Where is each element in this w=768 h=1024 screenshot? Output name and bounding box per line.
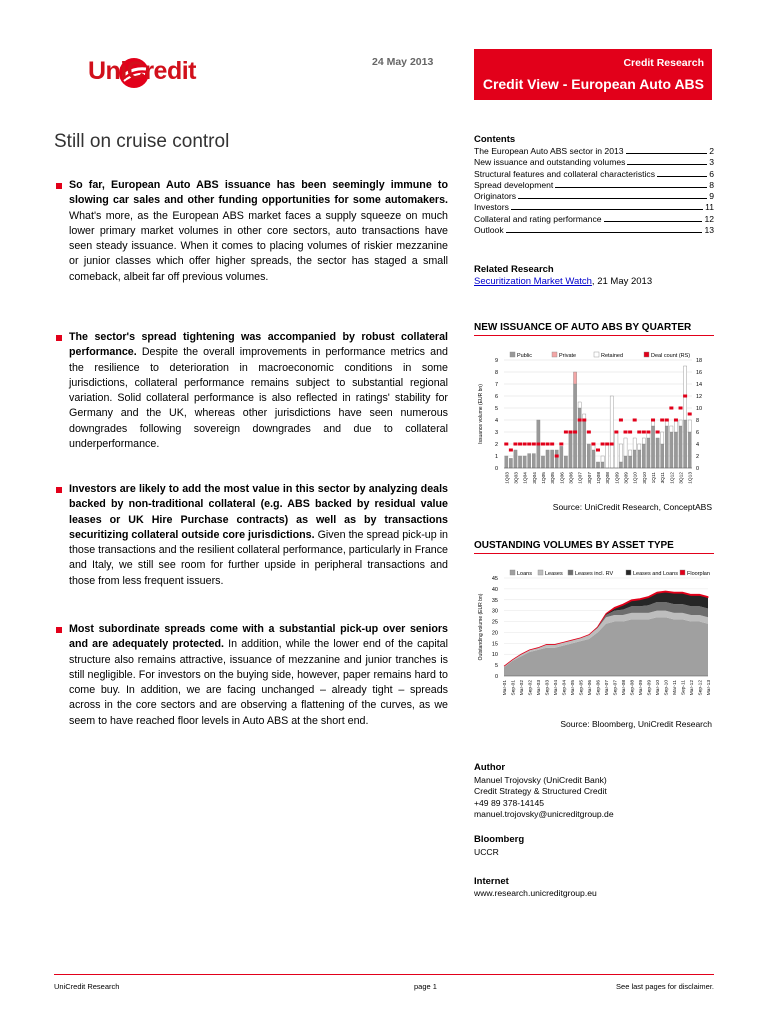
toc-item-page: 11 — [705, 202, 714, 213]
bullet-square-icon — [56, 183, 62, 189]
deal-count-marker — [536, 443, 540, 446]
chart2-title: OUSTANDING VOLUMES BY ASSET TYPE — [474, 540, 714, 554]
bar-segment — [679, 420, 682, 426]
author-email: manuel.trojovsky@unicreditgroup.de — [474, 808, 614, 819]
bar-segment — [541, 456, 544, 468]
deal-count-marker — [509, 449, 513, 452]
bar-segment — [523, 456, 526, 468]
bar-segment — [578, 402, 581, 408]
bar-segment — [606, 444, 609, 468]
y2-tick-label: 16 — [696, 370, 703, 376]
bar-segment — [560, 446, 563, 468]
deal-count-marker — [564, 431, 568, 434]
report-title: Credit View - European Auto ABS — [482, 76, 704, 92]
y-tick-label: 0 — [494, 674, 498, 680]
related-research-heading: Related Research — [474, 264, 554, 275]
page-title: Still on cruise control — [54, 131, 230, 152]
legend-label: Deal count (RS) — [651, 353, 691, 359]
y-tick-label: 45 — [491, 576, 498, 582]
deal-count-marker — [518, 443, 522, 446]
legend-swatch — [538, 570, 543, 575]
deal-count-marker — [614, 431, 618, 434]
author-team: Credit Strategy & Structured Credit — [474, 786, 607, 797]
bar-segment — [651, 426, 654, 468]
toc-item[interactable] — [474, 157, 714, 168]
x-tick-label: 3Q09 — [624, 472, 630, 484]
deal-count-marker — [628, 431, 632, 434]
deal-count-marker — [683, 395, 687, 398]
bar-segment — [661, 444, 664, 468]
x-tick-label: Mar-07 — [605, 680, 610, 696]
deal-count-marker — [688, 413, 692, 416]
toc-item-page: 2 — [709, 146, 714, 156]
x-tick-label: Sep-01 — [511, 680, 517, 696]
legend-label: Leases incl. RV — [575, 571, 614, 577]
bar-segment — [665, 426, 668, 468]
footer-divider — [54, 974, 714, 975]
bar-segment — [633, 450, 636, 468]
x-tick-label: Mar-12 — [690, 680, 695, 696]
bar-segment — [596, 462, 599, 468]
bar-segment — [569, 432, 572, 468]
deal-count-marker — [610, 443, 614, 446]
x-tick-label: 3Q10 — [642, 472, 648, 484]
bar-segment — [509, 458, 512, 468]
y-tick-label: 15 — [491, 641, 498, 648]
toc-item-label: Collateral and rating performance — [474, 213, 602, 224]
deal-count-marker — [660, 419, 664, 422]
x-tick-label: 1Q09 — [615, 472, 621, 484]
toc-item[interactable] — [474, 146, 714, 157]
legend-label: Leases — [545, 571, 563, 577]
x-tick-label: 1Q08 — [597, 472, 602, 484]
y2-tick-label: 14 — [696, 382, 703, 388]
x-tick-label: 1Q07 — [578, 472, 584, 484]
x-tick-label: 3Q07 — [587, 472, 593, 484]
y-tick-label: 5 — [494, 663, 498, 670]
report-header-box — [474, 49, 712, 100]
deal-count-marker — [578, 419, 582, 422]
bullet-body: Given the spread pick-up in those transactions and the resilient collateral performance, particularly in France and Italy, we still see room for further upside in peripheral transactions and those from less frequent issuers. — [69, 528, 449, 587]
x-tick-label: Mar-03 — [537, 680, 542, 696]
toc-item-label: Spread development — [474, 179, 554, 190]
bar-segment — [619, 462, 622, 468]
x-tick-label: Sep-08 — [630, 680, 636, 696]
bar-segment — [661, 432, 664, 444]
bar-segment — [587, 444, 590, 468]
chart2-source: Source: Bloomberg, UniCredit Research — [560, 719, 712, 729]
toc-leader — [511, 209, 703, 210]
deal-count-marker — [596, 449, 600, 452]
x-tick-label: 3Q11 — [661, 472, 667, 484]
deal-count-marker — [633, 419, 637, 422]
y-tick-label: 9 — [494, 358, 498, 364]
deal-count-marker — [555, 455, 559, 458]
deal-count-marker — [573, 431, 577, 434]
deal-count-marker — [582, 419, 586, 422]
bullet-lead: Most subordinate spreads come with a substantial pick-up over seniors and are adequately protected. — [69, 623, 448, 651]
x-tick-label: 3Q06 — [569, 472, 575, 484]
x-tick-label: Sep-02 — [528, 680, 534, 696]
deal-count-marker — [624, 431, 628, 434]
y-tick-label: 7 — [494, 382, 498, 388]
bar-segment — [518, 456, 521, 468]
x-tick-label: Sep-10 — [664, 680, 670, 696]
y-tick-label: 4 — [494, 418, 498, 424]
author-name: Manuel Trojovsky (UniCredit Bank) — [474, 775, 607, 785]
bar-segment — [633, 438, 636, 450]
x-tick-label: Sep-09 — [647, 680, 653, 696]
y-tick-label: 5 — [494, 406, 498, 412]
related-research — [474, 276, 652, 287]
x-tick-label: Sep-04 — [562, 680, 568, 696]
x-tick-label: 3Q03 — [514, 472, 520, 484]
legend-swatch — [510, 352, 515, 357]
bar-segment — [601, 456, 604, 462]
x-tick-label: 1Q11 — [652, 472, 658, 484]
author-phone: +49 89 378-14145 — [474, 797, 545, 808]
x-tick-label: 1Q06 — [560, 472, 566, 484]
y-tick-label: 20 — [491, 630, 498, 637]
deal-count-marker — [646, 431, 650, 434]
bar-segment — [638, 450, 641, 468]
outstanding-chart — [474, 562, 714, 714]
deal-count-marker — [541, 443, 545, 446]
deal-count-marker — [527, 443, 531, 446]
bar-segment — [688, 420, 691, 432]
legend-swatch — [680, 570, 685, 575]
bar-segment — [615, 432, 618, 468]
deal-count-marker — [559, 443, 563, 446]
legend-swatch — [594, 352, 599, 357]
bar-segment — [688, 432, 691, 468]
bar-segment — [532, 454, 535, 468]
deal-count-marker — [674, 419, 678, 422]
y2-tick-label: 4 — [696, 442, 700, 448]
toc-item[interactable] — [474, 169, 714, 180]
x-tick-label: 3Q08 — [606, 472, 612, 484]
x-tick-label: Mar-13 — [707, 680, 712, 696]
deal-count-marker — [619, 419, 623, 422]
toc-leader — [506, 232, 703, 233]
toc-item-label: New issuance and outstanding volumes — [474, 157, 626, 168]
x-tick-label: Sep-03 — [545, 680, 551, 696]
y2-tick-label: 8 — [696, 418, 700, 424]
x-tick-label: Mar-05 — [571, 680, 576, 696]
x-tick-label: Mar-08 — [622, 680, 627, 696]
toc-item[interactable] — [474, 191, 714, 202]
bullet-paragraph — [54, 622, 448, 729]
y-tick-label: 1 — [494, 454, 498, 460]
toc-item[interactable] — [474, 214, 714, 225]
y-tick-label: 0 — [494, 466, 498, 472]
y2-tick-label: 6 — [696, 430, 700, 436]
y2-tick-label: 2 — [696, 454, 700, 460]
toc-item-label: Investors — [474, 202, 509, 213]
deal-count-marker — [601, 443, 605, 446]
deal-count-marker — [504, 443, 508, 446]
toc-item[interactable] — [474, 202, 714, 213]
brand-name: UniCredit — [88, 57, 196, 85]
y-axis-label: Outstanding volume (EUR bn) — [478, 593, 484, 661]
deal-count-marker — [523, 443, 527, 446]
bullet-body: In addition, while the lower end of the capital structure also remains attractive, issuance of mezzanine and junior tranches is still negligible. For investors on the buying side, however, paper remains hard to come buy. In addition, we are facing unchanged – already tight – spreads across in the core sectors and are observing a flattening of the curves, as we seem to have reached floor levels in Auto ABS at the short end. — [69, 638, 448, 727]
legend-label: Loans — [517, 571, 532, 577]
bar-segment — [573, 384, 576, 468]
deal-count-marker — [669, 407, 673, 410]
y-tick-label: 10 — [491, 652, 498, 659]
deal-count-marker — [665, 419, 669, 422]
toc-item-page: 3 — [709, 157, 714, 168]
bar-segment — [642, 438, 645, 444]
x-tick-label: 3Q12 — [679, 472, 685, 484]
footer-disclaimer: See last pages for disclaimer. — [616, 982, 714, 991]
y-tick-label: 2 — [494, 442, 498, 448]
section-label: Credit Research — [623, 57, 704, 69]
issuance-chart — [474, 344, 714, 494]
bar-segment — [624, 456, 627, 468]
bar-segment — [592, 450, 595, 468]
deal-count-marker — [591, 443, 595, 446]
deal-count-marker — [568, 431, 572, 434]
toc-leader — [518, 198, 707, 199]
internet-heading: Internet — [474, 876, 509, 887]
toc-item-label: Outlook — [474, 225, 504, 236]
deal-count-marker — [546, 443, 550, 446]
bullet-paragraph — [54, 178, 448, 285]
toc-leader — [604, 221, 703, 222]
bar-segment — [642, 444, 645, 468]
legend-swatch — [552, 352, 557, 357]
y2-tick-label: 10 — [696, 406, 703, 412]
bullet-lead: So far, European Auto ABS issuance has been seemingly immune to slowing car sales and other funding opportunities for some automakers. — [69, 179, 448, 207]
y2-tick-label: 0 — [696, 466, 700, 472]
bar-segment — [514, 450, 517, 468]
legend-label: Private — [559, 353, 577, 359]
bar-segment — [628, 450, 631, 456]
author-details — [474, 775, 614, 820]
toc-item-page: 6 — [709, 168, 714, 179]
deal-count-marker — [513, 443, 517, 446]
bullet-square-icon — [56, 487, 62, 493]
toc-leader — [627, 164, 707, 165]
toc-item[interactable] — [474, 225, 714, 236]
x-tick-label: 1Q10 — [633, 472, 639, 484]
bullet-square-icon — [56, 627, 62, 633]
bar-segment — [624, 438, 627, 456]
x-tick-label: Sep-05 — [579, 680, 585, 696]
legend-label: Retained — [601, 353, 624, 359]
y-tick-label: 3 — [494, 430, 498, 436]
bullet-paragraph — [54, 330, 448, 452]
x-tick-label: Mar-10 — [656, 680, 661, 696]
x-tick-label: Sep-12 — [698, 680, 704, 696]
x-tick-label: Mar-04 — [554, 680, 559, 696]
bar-segment — [656, 438, 659, 468]
toc-item-page: 12 — [704, 213, 714, 224]
x-tick-label: Mar-09 — [639, 680, 644, 696]
report-date: 24 May 2013 — [372, 56, 434, 68]
bar-segment — [578, 408, 581, 468]
bullet-square-icon — [56, 335, 62, 341]
x-tick-label: Sep-11 — [681, 680, 687, 696]
deal-count-marker — [587, 431, 591, 434]
legend-label: Leases and Loans — [633, 571, 678, 577]
bar-segment — [528, 454, 531, 468]
bullet-lead: Investors are likely to add the most value in this sector by analyzing deals backed by non-traditional collateral (e.g. ABS backed by residual value leases or UK Hire Purchase contracts) as well as by transactions securitizing collateral outside core jurisdictions. — [69, 483, 448, 541]
bar-segment — [610, 396, 613, 468]
deal-count-marker — [637, 431, 641, 434]
x-tick-label: Mar-01 — [503, 680, 508, 696]
x-tick-label: Mar-11 — [673, 680, 678, 695]
toc-item-page: 13 — [704, 225, 714, 236]
bar-segment — [583, 420, 586, 468]
bar-segment — [670, 426, 673, 432]
toc-leader — [657, 176, 707, 177]
x-tick-label: 1Q03 — [505, 472, 511, 484]
bar-segment — [555, 450, 558, 468]
bloomberg-heading: Bloomberg — [474, 834, 525, 845]
toc-leader — [626, 153, 708, 154]
bloomberg-ticker: UCCR — [474, 847, 499, 857]
x-tick-label: Sep-07 — [613, 680, 619, 696]
toc-item-label: The European Auto ABS sector in 2013 — [474, 146, 624, 156]
x-tick-label: 3Q04 — [532, 472, 538, 484]
legend-swatch — [644, 352, 649, 357]
bullet-paragraph — [54, 482, 448, 589]
deal-count-marker — [656, 431, 660, 434]
legend-label: Public — [517, 353, 532, 359]
toc-item-label: Structural features and collateral characteristics — [474, 168, 656, 179]
bullet-lead: The sector's spread tightening was accompanied by robust collateral performance. — [69, 331, 448, 359]
y-tick-label: 30 — [491, 608, 498, 615]
table-of-contents — [474, 146, 714, 236]
bar-segment — [679, 426, 682, 468]
legend-swatch — [510, 570, 515, 575]
y-tick-label: 6 — [494, 394, 498, 400]
x-tick-label: Mar-06 — [588, 680, 593, 696]
bar-segment — [564, 456, 567, 468]
bar-segment — [674, 420, 677, 432]
bullet-body: What's more, as the European ABS market faces a supply squeeze on much lower primary market volumes in other core sectors, auto transactions have seen steady issuance. When it comes to placing volumes of riskier mezzanine or junior classes which offer higher spreads, the sector has staged a small comeback, albeit far off previous volumes. — [69, 209, 448, 283]
bar-segment — [670, 432, 673, 468]
chart1-source: Source: UniCredit Research, ConceptABS — [552, 502, 712, 512]
toc-item-page: 9 — [709, 191, 714, 202]
toc-item-label: Originators — [474, 191, 517, 202]
bar-segment — [628, 456, 631, 468]
y2-tick-label: 18 — [696, 358, 703, 364]
legend-swatch — [626, 570, 631, 575]
deal-count-marker — [679, 407, 683, 410]
footer-page: page 1 — [414, 982, 437, 991]
y-axis-label: Issuance volume (EUR bn) — [478, 384, 484, 444]
bar-segment — [647, 438, 650, 468]
y-tick-label: 40 — [491, 586, 498, 593]
x-tick-label: 1Q05 — [541, 472, 547, 484]
legend-swatch — [568, 570, 573, 575]
bar-segment — [674, 432, 677, 468]
author-heading: Author — [474, 762, 506, 773]
deal-count-marker — [651, 419, 655, 422]
x-tick-label: 3Q05 — [551, 472, 557, 484]
chart1-title: NEW ISSUANCE OF AUTO ABS BY QUARTER — [474, 322, 714, 336]
bar-segment — [601, 462, 604, 468]
bar-segment — [573, 372, 576, 384]
area-series — [504, 617, 708, 676]
internet-url: www.research.unicreditgroup.eu — [474, 888, 597, 898]
y-tick-label: 25 — [491, 619, 498, 626]
bar-segment — [505, 456, 508, 468]
bar-segment — [546, 450, 549, 468]
footer-left: UniCredit Research — [54, 982, 120, 991]
y-tick-label: 35 — [491, 597, 498, 604]
y2-tick-label: 12 — [696, 394, 703, 400]
related-research-link[interactable]: Securitization Market Watch — [474, 276, 592, 287]
legend-label: Floorplan — [687, 571, 710, 577]
bar-segment — [684, 366, 687, 420]
toc-item[interactable] — [474, 180, 714, 191]
deal-count-marker — [532, 443, 536, 446]
bar-segment — [684, 420, 687, 468]
bullet-body: Despite the overall improvements in performance metrics and the resilience to deterioration in macroeconomic conditions in some jurisdictions, collateral performance remains subject to substantial regional variation. Solid collateral performance is also reflected in ratings' stability for Germany and the UK, whereas other jurisdictions have seen numerous downgrades following sovereign downgrades and due to collateral underperformance. — [69, 346, 448, 451]
contents-heading: Contents — [474, 134, 516, 145]
deal-count-marker — [550, 443, 554, 446]
toc-leader — [555, 187, 707, 188]
toc-item-page: 8 — [709, 179, 714, 190]
deal-count-marker — [605, 443, 609, 446]
deal-count-marker — [642, 431, 646, 434]
x-tick-label: 1Q13 — [688, 472, 694, 484]
bar-segment — [638, 444, 641, 450]
x-tick-label: 1Q04 — [523, 472, 529, 484]
x-tick-label: Mar-02 — [520, 680, 525, 696]
y-tick-label: 8 — [494, 370, 498, 376]
bar-segment — [619, 444, 622, 462]
related-research-date: , 21 May 2013 — [591, 276, 653, 287]
bar-segment — [551, 450, 554, 468]
x-tick-label: 1Q12 — [670, 472, 676, 484]
x-tick-label: Sep-06 — [596, 680, 602, 696]
